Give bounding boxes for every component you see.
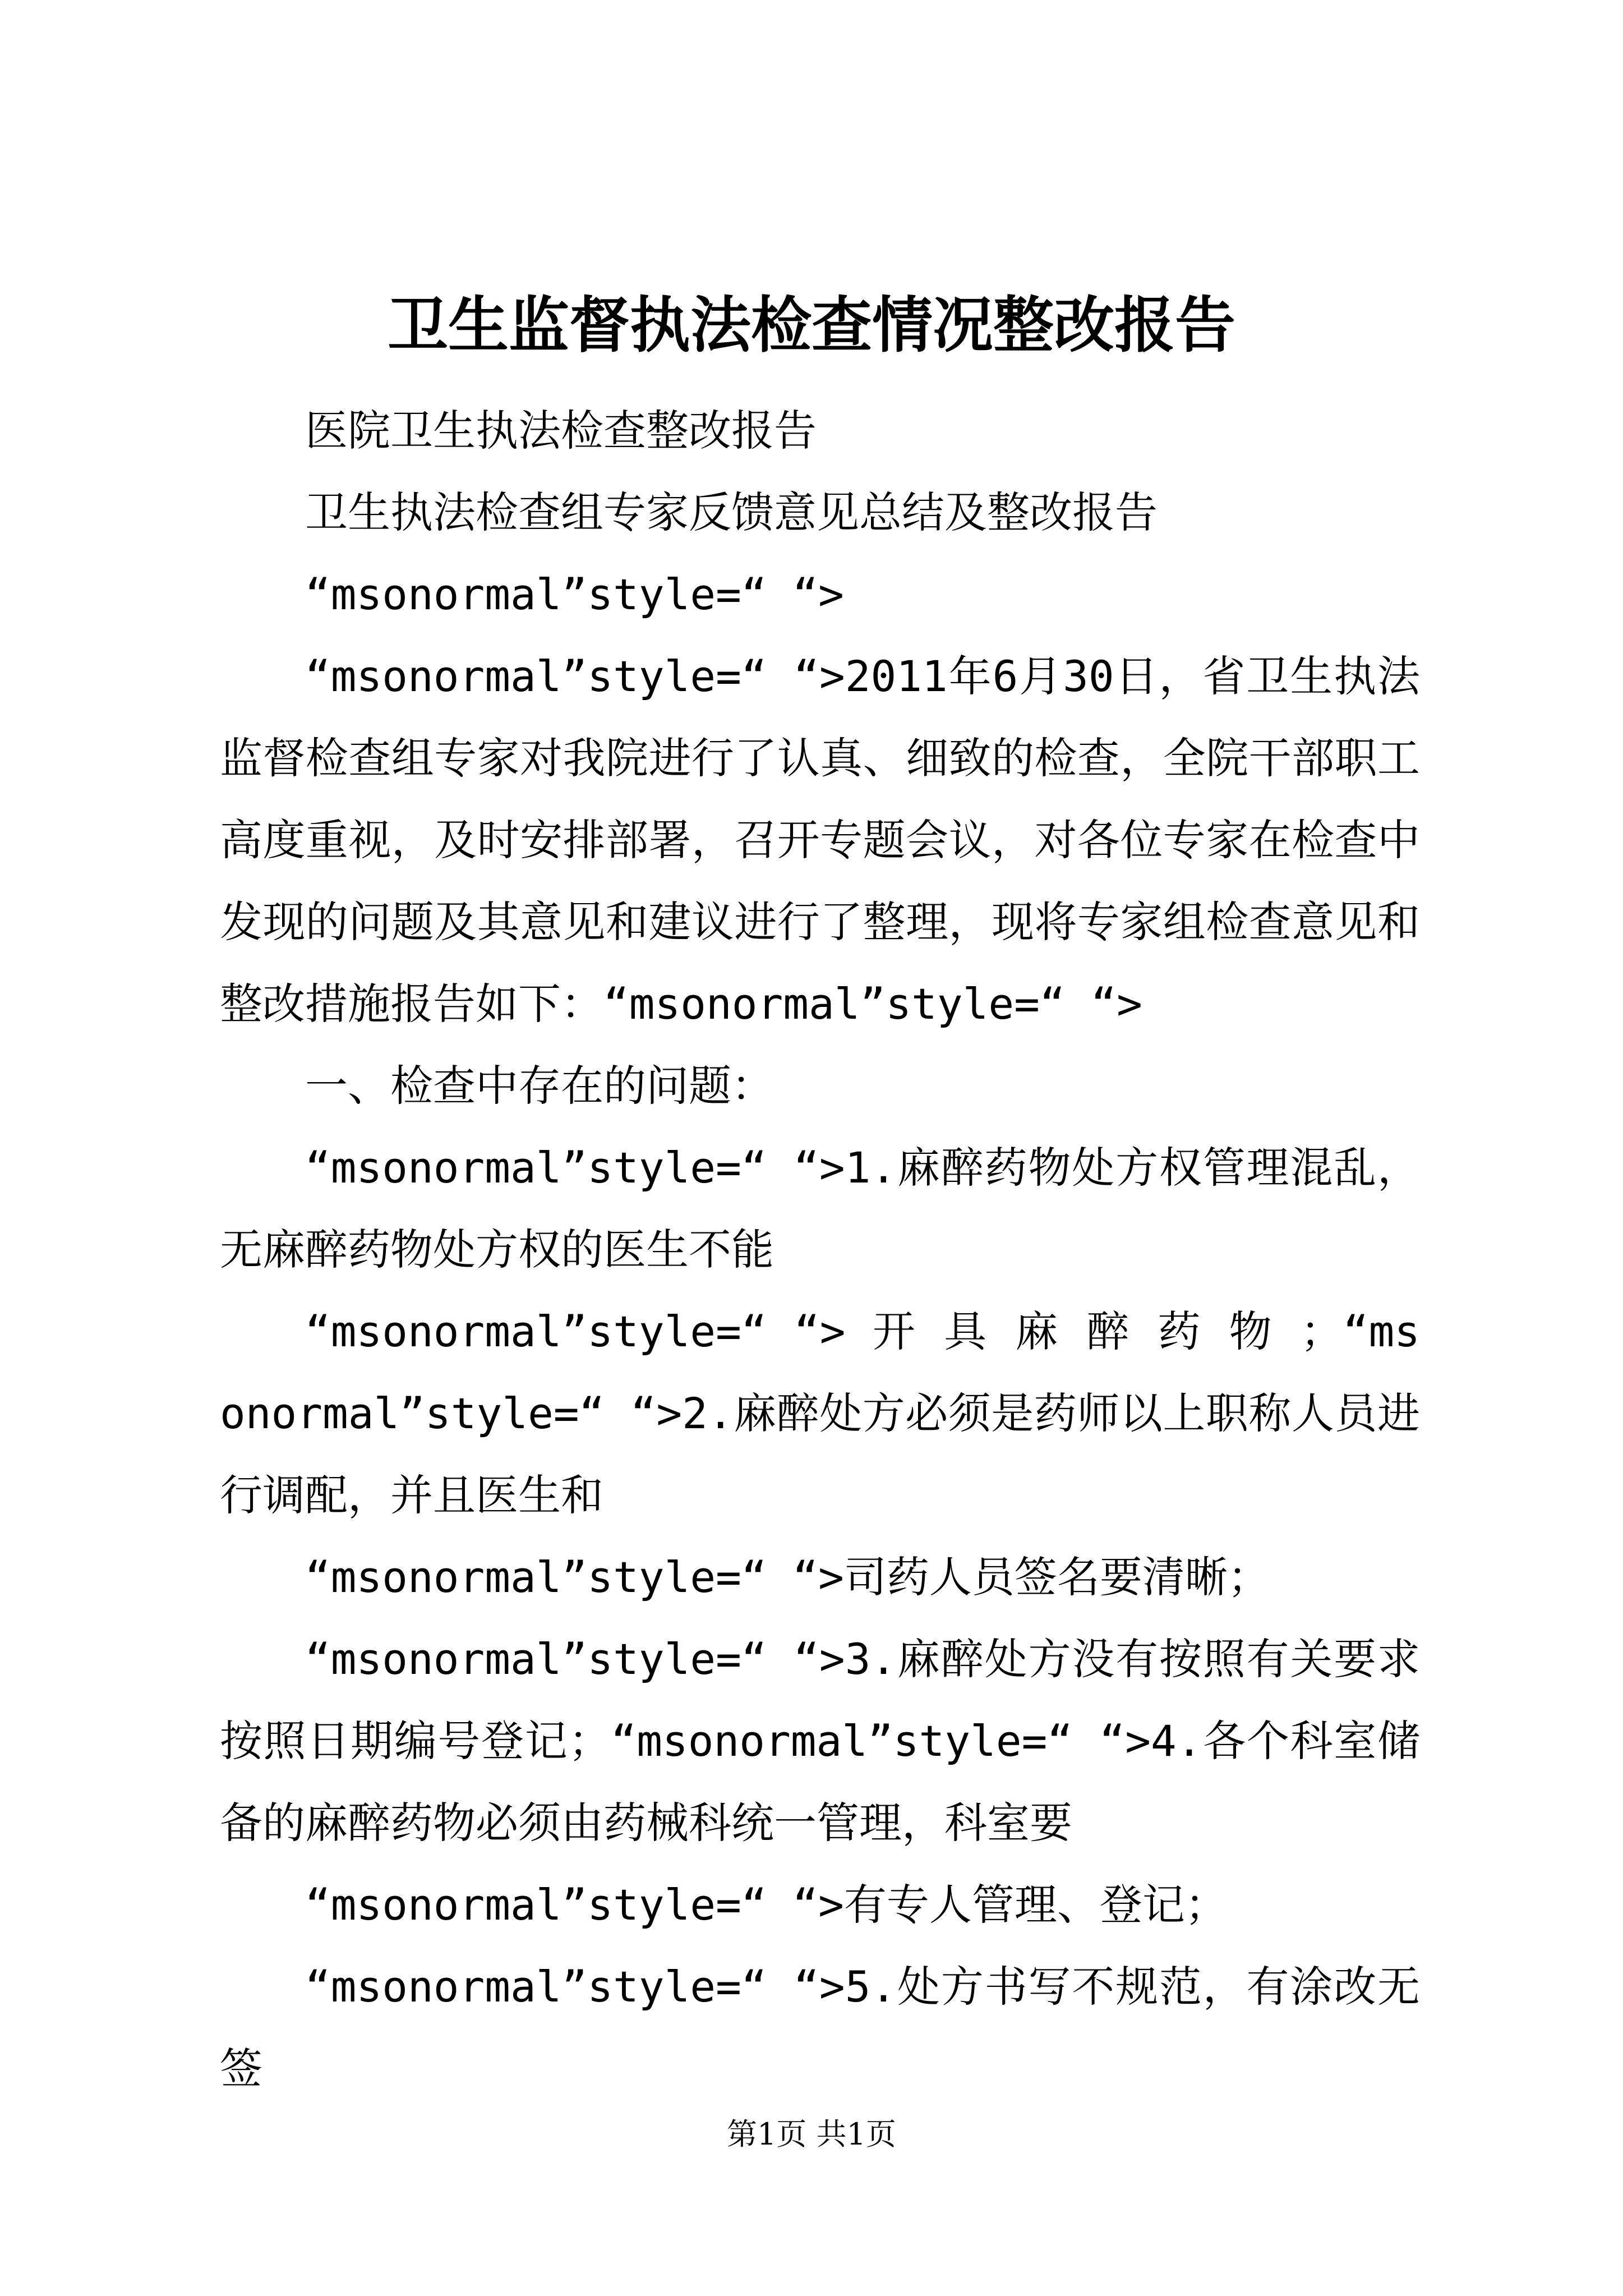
paragraph-item-5: “msonormal”style=“ “>5.处方书写不规范，有涂改无签 (220, 1962, 1420, 2093)
paragraph-subtitle-2: 卫生执法检查组专家反馈意见总结及整改报告 (305, 487, 1158, 537)
page-number-footer: 第1页 共1页 (727, 2116, 896, 2152)
paragraph-item-2: “msonormal”style=“ “> 开 具 麻 醉 药 物 ；“msonormal”style=“ “>2.麻醉处方必须是药师以上职称人员进行调配，并且医生和 (220, 1306, 1420, 1520)
paragraph-item-3-4: “msonormal”style=“ “>3.麻醉处方没有按照有关要求按照日期编号登记；“msonormal”style=“ “>4.各个科室储备的麻醉药物必须由药械科统一管理，科室要 (220, 1634, 1420, 1848)
paragraph-intro: “msonormal”style=“ “>2011年6月30日，省卫生执法监督检查组专家对我院进行了认真、细致的检查，全院干部职工高度重视，及时安排部署，召开专题会议，对各位专家在检查中发现的问题及其意见和建议进行了整理，现将专家组检查意见和整改措施报告如下：“msonormal”style=“ “> (220, 651, 1420, 1029)
paragraph-subtitle-1: 医院卫生执法检查整改报告 (305, 406, 817, 455)
paragraph-item-1: “msonormal”style=“ “>1.麻醉药物处方权管理混乱，无麻醉药物处方权的医生不能 (220, 1143, 1420, 1274)
paragraph-item-2-cont: “msonormal”style=“ “>司药人员签名要清晰； (305, 1552, 1270, 1602)
paragraph-section-heading: 一、检查中存在的问题： (305, 1061, 774, 1111)
document-title: 卫生监督执法检查情况整改报告 (387, 290, 1235, 361)
paragraph-item-4-cont: “msonormal”style=“ “>有专人管理、登记； (305, 1880, 1228, 1930)
paragraph-markup-1: “msonormal”style=“ “> (305, 569, 844, 619)
document-body (220, 390, 1420, 2110)
